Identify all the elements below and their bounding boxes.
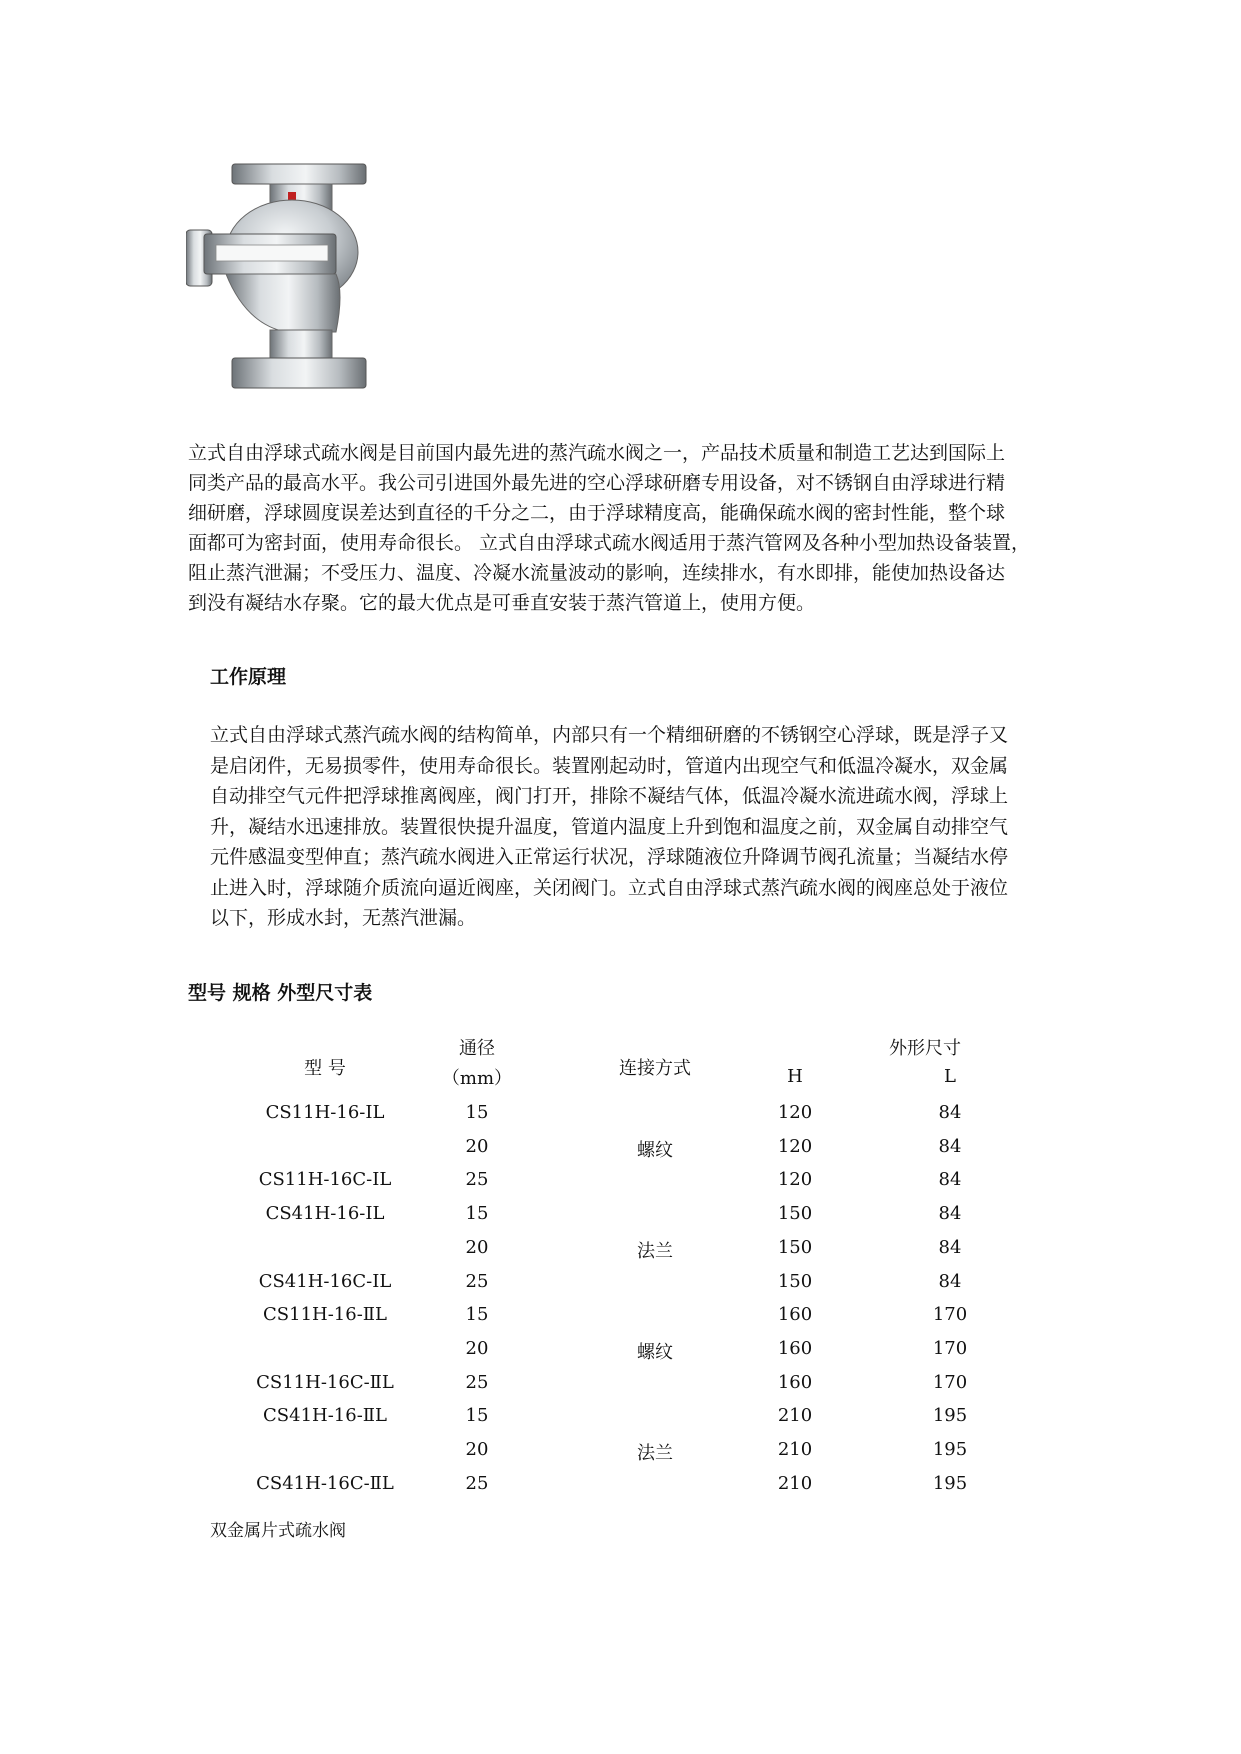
table-cell-h: 150 [777,1236,813,1258]
table-cell-dn: 20 [465,1439,489,1460]
principle-line: 立式自由浮球式蒸汽疏水阀的结构简单，内部只有一个精细研磨的不锈钢空心浮球，既是浮子又 [210,724,1009,746]
table-cell-h: 210 [777,1472,813,1494]
table-cell-l: 84 [938,1236,962,1258]
principle-line: 是启闭件，无易损零件，使用寿命很长。装置刚起动时，管道内出现空气和低温冷凝水，双金属 [210,754,1009,777]
table-cell-l: 84 [938,1169,962,1191]
table-cell-h: 210 [777,1405,813,1427]
table-cell-h: 160 [777,1304,813,1326]
table-cell-h: 150 [777,1203,813,1225]
table-cell-conn: 螺纹 [637,1341,673,1363]
table-cell-dn: 15 [465,1405,489,1427]
intro-line: 阻止蒸汽泄漏；不受压力、温度、冷凝水流量波动的影响，连续排水，有水即排，能使加热设备达 [188,562,1006,584]
table-cell-h: 160 [777,1371,813,1393]
table-cell-dn: 25 [465,1371,489,1393]
principle-line: 自动排空气元件把浮球推离阀座，阀门打开，排除不凝结气体，低温冷凝水流进疏水阀，浮球上 [210,785,1009,807]
table-cell-l: 84 [938,1203,962,1225]
principle-heading: 工作原理 [210,666,287,688]
table-cell-model: CS11H-16C-ⅠL [258,1169,392,1191]
table-cell-dn: 15 [465,1102,489,1123]
table-cell-dn: 15 [465,1203,489,1225]
table-cell-h: 120 [777,1102,813,1123]
table-cell-model: CS11H-16-ⅠL [265,1102,385,1123]
table-cell-dn: 25 [465,1169,489,1191]
table-cell-l: 195 [932,1405,968,1427]
table-cell-l: 84 [938,1102,962,1123]
principle-line: 升，凝结水迅速排放。装置很快提升温度，管道内温度上升到饱和温度之前，双金属自动排空气 [210,815,1009,838]
table-cell-conn: 螺纹 [637,1139,673,1161]
table-cell-dn: 25 [465,1472,489,1494]
table-cell-l: 170 [932,1337,968,1359]
header-l: L [944,1066,956,1087]
table-cell-model: CS41H-16C-ⅠL [258,1270,392,1292]
table-cell-h: 210 [777,1439,813,1460]
table-cell-conn: 法兰 [637,1443,673,1464]
intro-line: 立式自由浮球式疏水阀是目前国内最先进的蒸汽疏水阀之一，产品技术质量和制造工艺达到国际上 [188,442,1006,464]
intro-line: 细研磨，浮球圆度误差达到直径的千分之二，由于浮球精度高，能确保疏水阀的密封性能，整个球 [188,502,1006,524]
table-cell-l: 84 [938,1270,962,1292]
table-cell-l: 195 [932,1472,968,1494]
header-model: 型 号 [304,1058,346,1079]
table-cell-model: CS41H-16-ⅠL [265,1203,385,1225]
table-cell-h: 120 [777,1135,813,1157]
table-cell-dn: 20 [465,1135,489,1157]
header-diameter-unit: （mm） [441,1068,513,1089]
table-cell-l: 170 [932,1371,968,1393]
intro-line: 同类产品的最高水平。我公司引进国外最先进的空心浮球研磨专用设备，对不锈钢自由浮球进行精 [188,472,1006,494]
table-cell-l: 195 [932,1439,968,1460]
footer-note: 双金属片式疏水阀 [210,1521,346,1541]
principle-paragraph [210,720,1090,934]
table-cell-dn: 25 [465,1270,489,1292]
table-cell-model: CS11H-16-ⅡL [263,1304,387,1326]
product-image [186,162,392,398]
header-h: H [787,1066,803,1087]
table-cell-model: CS41H-16-ⅡL [263,1405,387,1427]
principle-line: 元件感温变型伸直；蒸汽疏水阀进入正常运行状况，浮球随液位升降调节阀孔流量；当凝结水停 [210,846,1009,868]
table-cell-model: CS41H-16C-ⅡL [256,1472,394,1494]
header-connection: 连接方式 [619,1058,691,1079]
table-cell-model: CS11H-16C-ⅡL [256,1371,394,1393]
table-cell-dn: 15 [465,1304,489,1326]
intro-paragraph [188,438,1088,618]
principle-line: 以下，形成水封，无蒸汽泄漏。 [210,907,477,929]
header-diameter: 通径 [459,1038,495,1059]
header-dimensions: 外形尺寸 [889,1038,961,1059]
table-cell-l: 84 [938,1135,962,1157]
table-cell-dn: 20 [465,1236,489,1258]
table-cell-dn: 20 [465,1337,489,1359]
intro-line: 到没有凝结水存聚。它的最大优点是可垂直安装于蒸汽管道上，使用方便。 [188,592,816,614]
intro-line: 面都可为密封面，使用寿命很长。 立式自由浮球式疏水阀适用于蒸汽管网及各种小型加热设备装置， [188,532,1031,554]
principle-line: 止进入时，浮球随介质流向逼近阀座，关闭阀门。立式自由浮球式蒸汽疏水阀的阀座总处于液位 [210,876,1009,899]
steam-trap-illustration [186,162,392,398]
table-cell-h: 120 [777,1169,813,1191]
table-cell-h: 150 [777,1270,813,1292]
table-cell-h: 160 [777,1337,813,1359]
table-cell-l: 170 [932,1304,968,1326]
table-cell-conn: 法兰 [637,1240,673,1262]
spec-table-title: 型号 规格 外型尺寸表 [188,982,373,1004]
